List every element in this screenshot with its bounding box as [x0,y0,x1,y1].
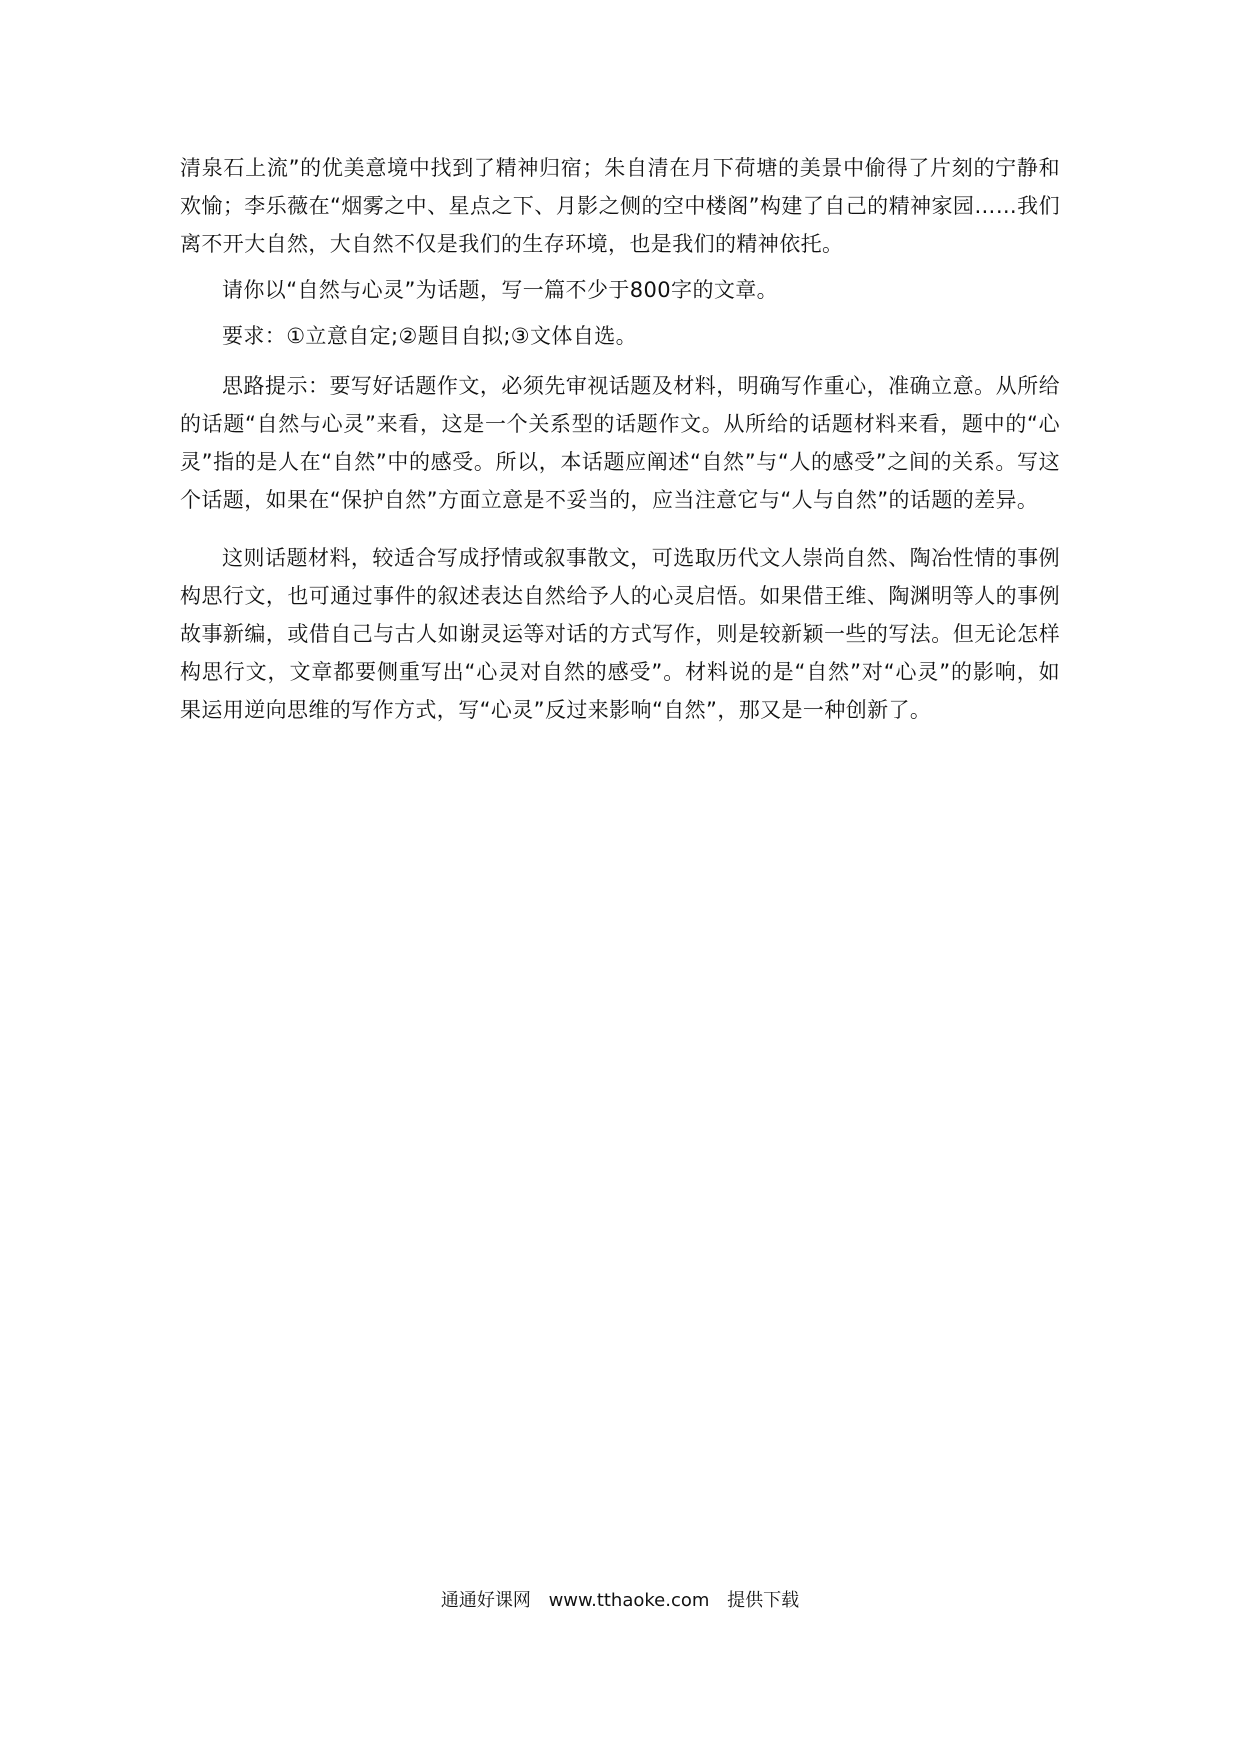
footer-site-name: 通通好课网 [440,1590,531,1611]
document-body [180,149,1060,729]
page-footer [0,1589,1240,1613]
paragraph-hints: 思路提示：要写好话题作文，必须先审视话题及材料，明确写作重心，准确立意。从所给的话题“自然与心灵”来看，这是一个关系型的话题作文。从所给的话题材料来看，题中的“心灵”指的是人在“自然”中的感受。所以，本话题应阐述“自然”与“人的感受”之间的关系。写这个话题，如果在“保护自然”方面立意是不妥当的，应当注意它与“人与自然”的话题的差异。 [180,374,1060,512]
footer-suffix: 提供下载 [727,1590,800,1611]
paragraph-requirements: 要求：①立意自定;②题目自拟;③文体自选。 [222,324,638,348]
paragraph-topic-prompt: 请你以“自然与心灵”为话题，写一篇不少于800字的文章。 [222,278,779,302]
paragraph-material-guidance: 这则话题材料，较适合写成抒情或叙事散文，可选取历代文人崇尚自然、陶冶性情的事例构思行文，也可通过事件的叙述表达自然给予人的心灵启悟。如果借王维、陶渊明等人的事例故事新编，或借自己与古人如谢灵运等对话的方式写作，则是较新颖一些的写法。但无论怎样构思行文，文章都要侧重写出“心灵对自然的感受”。材料说的是“自然”对“心灵”的影响，如果运用逆向思维的写作方式，写“心灵”反过来影响“自然”，那又是一种创新了。 [180,546,1060,722]
paragraph-continuation: 清泉石上流”的优美意境中找到了精神归宿；朱自清在月下荷塘的美景中偷得了片刻的宁静和欢愉；李乐薇在“烟雾之中、星点之下、月影之侧的空中楼阁”构建了自己的精神家园……我们离不开大自然，大自然不仅是我们的生存环境，也是我们的精神依托。 [180,156,1060,256]
footer-url: www.tthaoke.com [548,1590,710,1611]
